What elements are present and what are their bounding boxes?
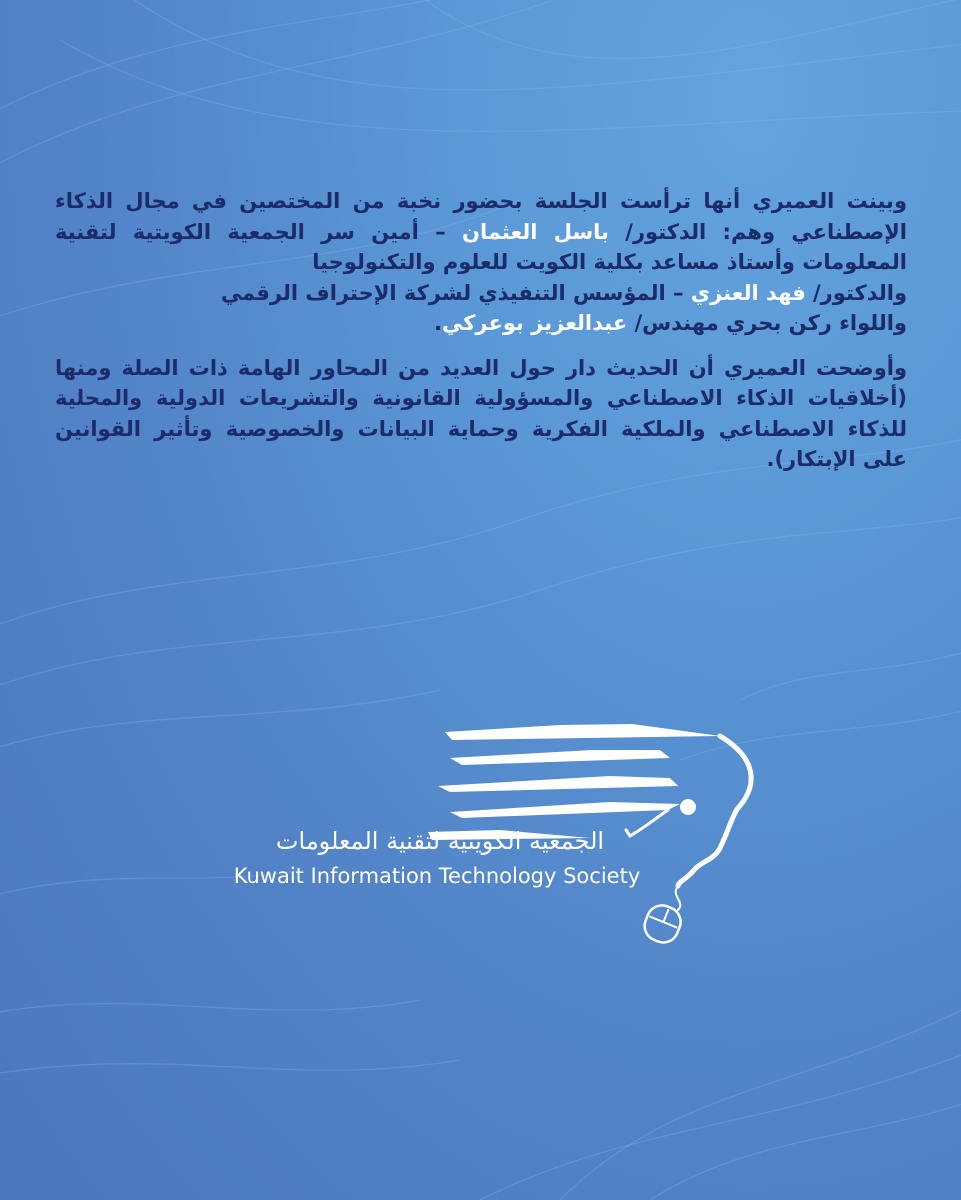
- speaker-name-basel: باسل العثمان: [462, 219, 609, 244]
- paragraph-topics: وأوضحت العميري أن الحديث دار حول العديد من المحاور الهامة ذات الصلة ومنها (أخلاقيات الذكاء الاصطناعي والمسؤولية القانونية والتشريعات الدولية والمحلية للذكاء الاصطناعي والملكية الفكرية وحماية البيانات والخصوصية وتأثير القوانين على الإبتكار).: [55, 355, 907, 471]
- speakers-intro: وبينت العميري أنها ترأست الجلسة بحضور نخبة من المختصين في مجال الذكاء الإصطناعي وهم: الدكتور/: [55, 189, 907, 244]
- speaker-title-basel: – أمين سر الجمعية الكويتية لتقنية المعلومات وأستاذ مساعد بكلية الكويت للعلوم والتكنولوجيا: [55, 219, 907, 274]
- speaker-prefix-abdulaziz: واللواء ركن بحري مهندس/: [627, 311, 907, 335]
- article-text: [55, 186, 907, 475]
- kits-logo: [200, 720, 760, 950]
- speaker-prefix-fahad: والدكتور/: [805, 280, 907, 305]
- speaker-name-abdulaziz: عبدالعزيز بوعركي: [441, 311, 628, 335]
- logo-english-name: Kuwait Information Technology Society: [233, 864, 641, 888]
- speaker-name-fahad: فهد العنزي: [690, 280, 806, 305]
- speaker-title-fahad: – المؤسس التنفيذي لشركة الإحتراف الرقمي: [220, 280, 691, 305]
- logo-arabic-name: الجمعية الكويتية لتقنية المعلومات: [275, 827, 605, 855]
- paragraph-speakers: [55, 186, 907, 339]
- paragraph-end-mark: .: [433, 311, 442, 335]
